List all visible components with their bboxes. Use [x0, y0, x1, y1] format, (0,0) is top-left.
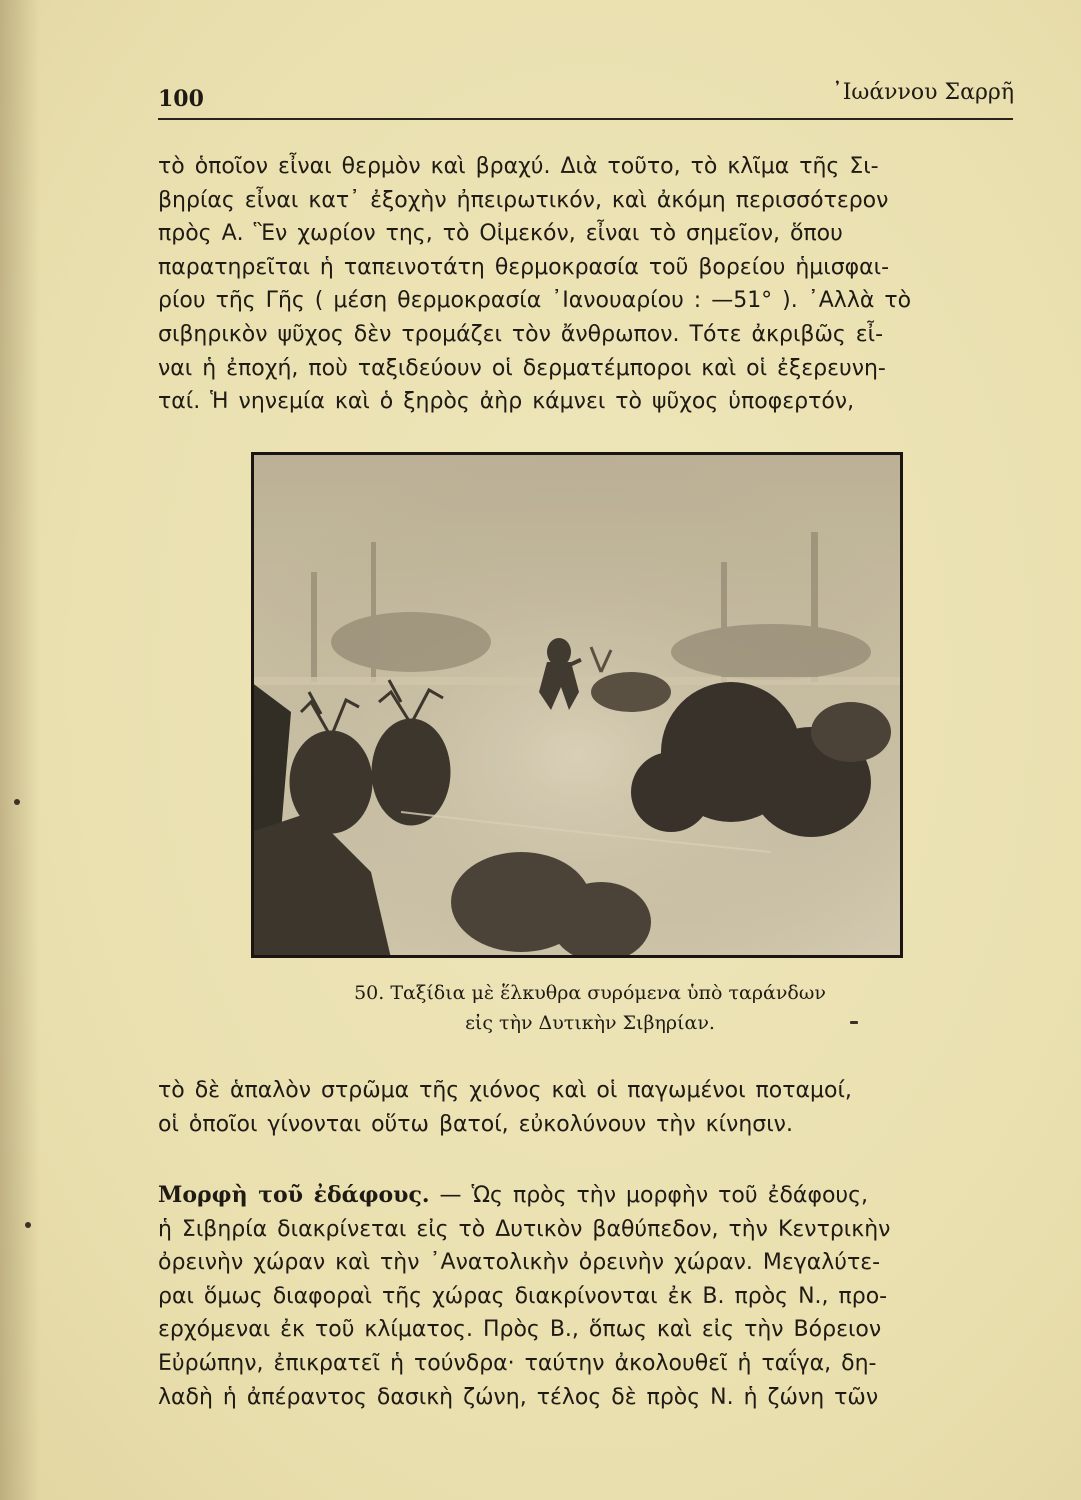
figure-caption-line-2: εἰς τὴν Δυτικὴν Σιβηρίαν.: [465, 1012, 715, 1034]
print-speck: [25, 1222, 31, 1228]
header-rule: [158, 118, 1013, 120]
running-head: ᾿Ιωάννου Σαρρῆ: [831, 80, 1014, 105]
text-line: ταί. Ἡ νηνεμία καὶ ὁ ξηρὸς ἀὴρ κάμνει τὸ ψῦχος ὑποφερτόν,: [158, 389, 855, 415]
page-number: 100: [158, 86, 204, 112]
text-line: ναι ἡ ἐποχή, ποὺ ταξιδεύουν οἱ δερματέμποροι καὶ οἱ ἐξερευνη-: [158, 355, 886, 381]
page-edge-shadow: [0, 0, 40, 1500]
reindeer-sled-photo: [251, 452, 903, 958]
text-line: οἱ ὁποῖοι γίνονται οὕτω βατοί, εὐκολύνουν τὴν κίνησιν.: [158, 1111, 793, 1137]
print-speck: [14, 799, 20, 805]
figure-caption-line-1: 50. Ταξίδια μὲ ἕλκυθρα συρόμενα ὑπὸ ταράνδων: [354, 982, 826, 1004]
text-line: ερχόμεναι ἐκ τοῦ κλίματος. Πρὸς Β., ὅπως καὶ εἰς τὴν Βόρειον: [158, 1317, 882, 1343]
text-line: πρὸς Α. Ἓν χωρίον της, τὸ Οἰμεκόν, εἶναι τὸ σημεῖον, ὅπου: [158, 221, 843, 247]
text-line: [158, 1179, 1018, 1213]
page-header: [158, 80, 1014, 120]
text-line: ρίου τῆς Γῆς ( μέση θερμοκρασία ᾿Ιανουαρίου : —51° ). ᾿Αλλὰ τὸ: [158, 288, 912, 314]
text-line: Εὐρώπην, ἐπικρατεῖ ἡ τούνδρα· ταύτην ἀκολουθεῖ ἡ ταΐγα, δη-: [158, 1350, 877, 1376]
paragraph-climate: [158, 150, 1018, 419]
text-line: ἡ Σιβηρία διακρίνεται εἰς τὸ Δυτικὸν βαθύπεδον, τὴν Κεντρικὴν: [158, 1216, 891, 1242]
text-line: βηρίας εἶναι κατ᾿ ἐξοχὴν ἠπειρωτικόν, καὶ ἀκόμη περισσότερον: [158, 187, 889, 213]
section-heading: Μορφὴ τοῦ ἐδάφους.: [158, 1182, 430, 1208]
text-line: παρατηρεῖται ἡ ταπεινοτάτη θερμοκρασία τοῦ βορείου ἡμισφαι-: [158, 254, 890, 280]
text-line: σιβηρικὸν ψῦχος δὲν τρομάζει τὸν ἄνθρωπον. Τότε ἀκριβῶς εἶ-: [158, 321, 884, 347]
text-line: ραι ὅμως διαφοραὶ τῆς χώρας διακρίνονται ἐκ Β. πρὸς Ν., προ-: [158, 1283, 888, 1309]
text-line: ὀρεινὴν χώραν καὶ τὴν ᾿Ανατολικὴν ὀρεινὴν χώραν. Μεγαλύτε-: [158, 1250, 881, 1276]
text-line: λαδὴ ἡ ἀπέραντος δασικὴ ζώνη, τέλος δὲ πρὸς Ν. ἡ ζώνη τῶν: [158, 1384, 879, 1410]
print-speck: [850, 1021, 858, 1024]
text-fragment: — Ὡς πρὸς τὴν μορφὴν τοῦ ἐδάφους,: [439, 1183, 869, 1208]
text-line: τὸ ὁποῖον εἶναι θερμὸν καὶ βραχύ. Διὰ τοῦτο, τὸ κλῖμα τῆς Σι-: [158, 154, 879, 179]
text-line: τὸ δὲ ἁπαλὸν στρῶμα τῆς χιόνος καὶ οἱ παγωμένοι ποταμοί,: [158, 1078, 852, 1103]
paragraph-relief: [158, 1179, 1018, 1414]
paragraph-snow: [158, 1074, 1018, 1141]
